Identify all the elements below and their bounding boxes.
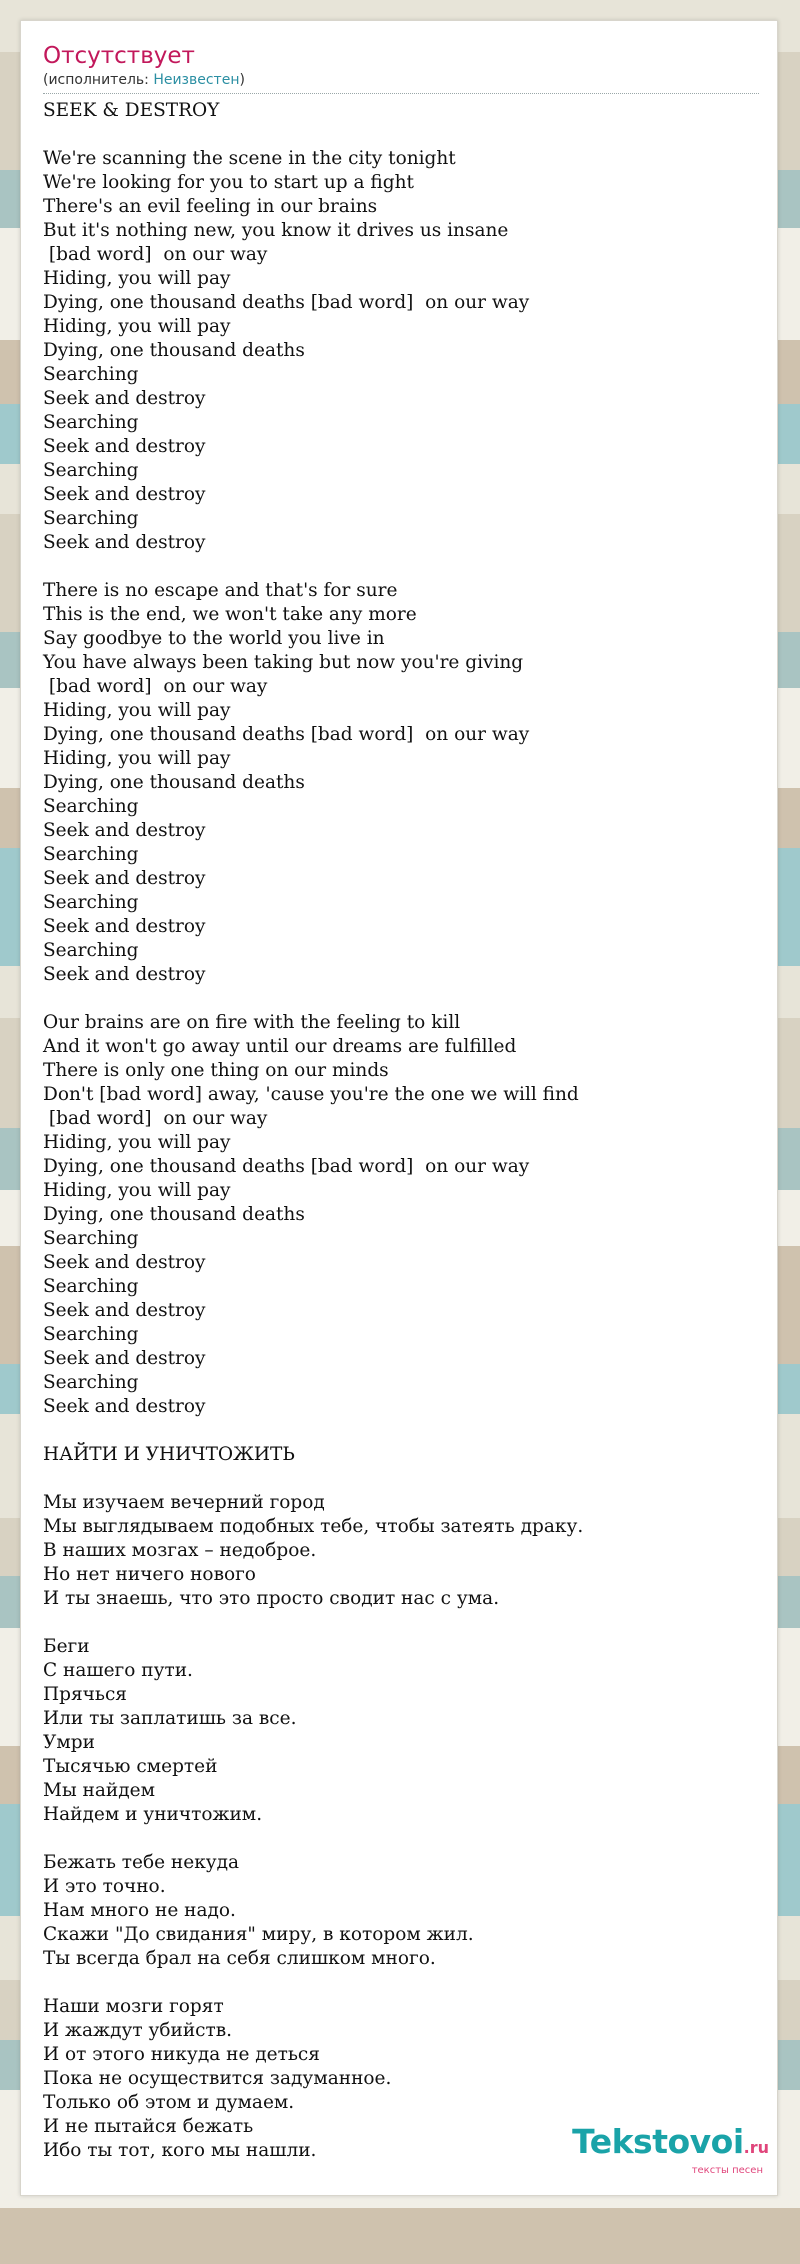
lyric-line: Бежать тебе некуда xyxy=(43,1852,240,1873)
logo-tld: .ru xyxy=(743,2138,769,2157)
lyric-line: Hiding, you will pay xyxy=(43,316,231,337)
lyric-line: Пока не осуществится задуманное. xyxy=(43,2068,392,2089)
lyric-line: И ты знаешь, что это просто сводит нас с ума. xyxy=(43,1588,500,1609)
lyric-line: Или ты заплатишь за все. xyxy=(43,1708,297,1729)
lyric-line: Hiding, you will pay xyxy=(43,700,231,721)
lyric-line: Скажи "До свидания" миру, в котором жил. xyxy=(43,1924,474,1945)
lyric-line xyxy=(43,123,759,147)
logo-wordmark xyxy=(572,2122,769,2165)
lyric-line: Найдем и уничтожим. xyxy=(43,1804,263,1825)
lyric-line: Dying, one thousand deaths [bad word] on our way xyxy=(43,292,530,313)
lyric-line: There is no escape and that's for sure xyxy=(43,580,398,601)
lyric-line: Seek and destroy xyxy=(43,1348,206,1369)
lyric-line: But it's nothing new, you know it drives us insane xyxy=(43,220,509,241)
lyric-line: Наши мозги горят xyxy=(43,1996,224,2017)
logo-name: Tekstovoi xyxy=(572,2122,744,2161)
lyrics-text xyxy=(43,99,759,2163)
lyric-line: Say goodbye to the world you live in xyxy=(43,628,385,649)
lyric-line: Searching xyxy=(43,364,139,385)
lyric-line: Тысячью смертей xyxy=(43,1756,218,1777)
lyric-line: НАЙТИ И УНИЧТОЖИТЬ xyxy=(43,1444,295,1465)
lyric-line: Но нет ничего нового xyxy=(43,1564,256,1585)
lyric-line: И не пытайся бежать xyxy=(43,2116,254,2137)
lyric-line: Searching xyxy=(43,1372,139,1393)
artist-suffix: ) xyxy=(239,72,245,88)
lyric-line: Searching xyxy=(43,1228,139,1249)
lyric-line: Searching xyxy=(43,796,139,817)
lyric-line: Нам много не надо. xyxy=(43,1900,236,1921)
lyric-line: Seek and destroy xyxy=(43,1300,206,1321)
lyric-line: Don't [bad word] away, 'cause you're the one we will find xyxy=(43,1084,579,1105)
lyric-line: [bad word] on our way xyxy=(43,244,268,265)
lyric-line: And it won't go away until our dreams are fulfilled xyxy=(43,1036,517,1057)
lyric-line: Только об этом и думаем. xyxy=(43,2092,295,2113)
lyric-line: We're scanning the scene in the city tonight xyxy=(43,148,456,169)
site-logo[interactable] xyxy=(572,2122,769,2177)
lyric-line: Dying, one thousand deaths xyxy=(43,340,305,361)
lyric-line: Seek and destroy xyxy=(43,1252,206,1273)
lyrics-card xyxy=(20,20,778,2196)
lyric-line: В наших мозгах – недоброе. xyxy=(43,1540,317,1561)
lyric-line: С нашего пути. xyxy=(43,1660,193,1681)
lyric-line: Searching xyxy=(43,1276,139,1297)
lyric-line: Мы найдем xyxy=(43,1780,155,1801)
lyric-line xyxy=(43,1971,759,1995)
lyric-line: Searching xyxy=(43,892,139,913)
lyric-line xyxy=(43,1467,759,1491)
lyric-line: Мы изучаем вечерний город xyxy=(43,1492,325,1513)
lyric-line: Seek and destroy xyxy=(43,1396,206,1417)
lyric-line: Беги xyxy=(43,1636,90,1657)
lyric-line: Searching xyxy=(43,412,139,433)
lyric-line: Searching xyxy=(43,940,139,961)
lyric-line: Hiding, you will pay xyxy=(43,268,231,289)
lyric-line xyxy=(43,987,759,1011)
lyric-line xyxy=(43,1827,759,1851)
lyric-line: Hiding, you will pay xyxy=(43,1132,231,1153)
lyric-line: SEEK & DESTROY xyxy=(43,100,220,121)
song-title: Отсутствует xyxy=(43,43,195,69)
lyric-line: Dying, one thousand deaths xyxy=(43,1204,305,1225)
lyric-line: Hiding, you will pay xyxy=(43,1180,231,1201)
lyric-line: There's an evil feeling in our brains xyxy=(43,196,378,217)
artist-line xyxy=(43,71,759,89)
lyric-line: Hiding, you will pay xyxy=(43,748,231,769)
lyric-line: Dying, one thousand deaths [bad word] on our way xyxy=(43,724,530,745)
lyric-line: Searching xyxy=(43,508,139,529)
lyric-line: [bad word] on our way xyxy=(43,1108,268,1129)
lyric-line: И жаждут убийств. xyxy=(43,2020,233,2041)
lyric-line: Ты всегда брал на себя слишком много. xyxy=(43,1948,436,1969)
lyric-line: И от этого никуда не деться xyxy=(43,2044,320,2065)
artist-prefix: (исполнитель: xyxy=(43,72,154,88)
lyric-line: Мы выглядываем подобных тебе, чтобы затеять драку. xyxy=(43,1516,584,1537)
lyric-line: Ибо ты тот, кого мы нашли. xyxy=(43,2140,317,2161)
lyric-line: Умри xyxy=(43,1732,95,1753)
lyric-line: Прячься xyxy=(43,1684,127,1705)
lyric-line: Seek and destroy xyxy=(43,388,206,409)
lyric-line: Searching xyxy=(43,460,139,481)
background-stripe xyxy=(0,2208,800,2264)
logo-tagline: тексты песен xyxy=(691,2165,763,2176)
lyric-line: We're looking for you to start up a fight xyxy=(43,172,414,193)
lyric-line: Seek and destroy xyxy=(43,484,206,505)
lyric-line xyxy=(43,1419,759,1443)
lyric-line: Our brains are on fire with the feeling to kill xyxy=(43,1012,461,1033)
lyric-line: Seek and destroy xyxy=(43,532,206,553)
lyric-line: Seek and destroy xyxy=(43,820,206,841)
lyric-line: Searching xyxy=(43,1324,139,1345)
lyric-line: This is the end, we won't take any more xyxy=(43,604,417,625)
lyric-line: You have always been taking but now you're giving xyxy=(43,652,524,673)
lyric-line xyxy=(43,555,759,579)
lyric-line: И это точно. xyxy=(43,1876,166,1897)
lyric-line: Dying, one thousand deaths xyxy=(43,772,305,793)
lyric-line: Dying, one thousand deaths [bad word] on our way xyxy=(43,1156,530,1177)
lyric-line: Searching xyxy=(43,844,139,865)
lyric-line: Seek and destroy xyxy=(43,868,206,889)
lyric-line xyxy=(43,1611,759,1635)
lyric-line: Seek and destroy xyxy=(43,916,206,937)
lyric-line: There is only one thing on our minds xyxy=(43,1060,389,1081)
artist-link[interactable]: Неизвестен xyxy=(153,72,240,88)
song-header xyxy=(43,41,759,94)
lyric-line: Seek and destroy xyxy=(43,964,206,985)
lyric-line: Seek and destroy xyxy=(43,436,206,457)
lyric-line: [bad word] on our way xyxy=(43,676,268,697)
